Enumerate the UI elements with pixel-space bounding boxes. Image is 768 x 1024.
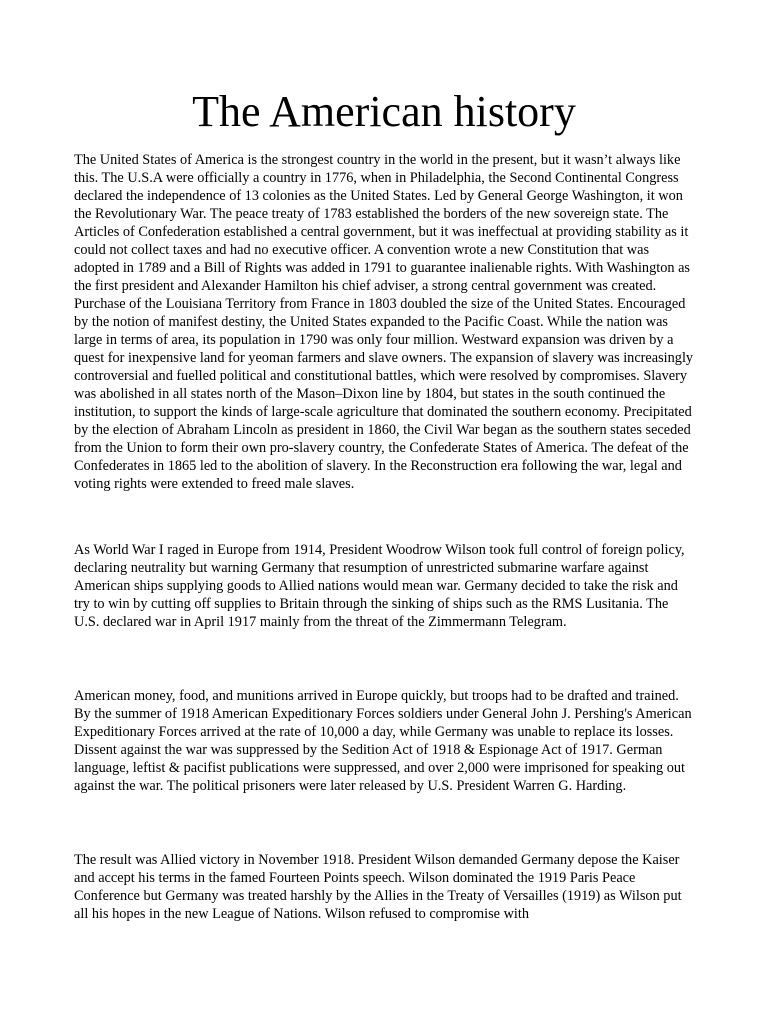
paragraph-allied-victory: The result was Allied victory in November 1918. President Wilson demanded Germany depose the Kaiser and accept his terms in the famed Fourteen Points speech. Wilson dominated the 1919 Paris Peace Conference but Germany was treated harshly by the Allies in the Treaty of Versailles (1919) as Wilson put all his hopes in the new League of Nations. Wilson refused to compromise with	[74, 852, 682, 922]
page-title: The American history	[192, 87, 576, 136]
paragraph-world-war-one: As World War I raged in Europe from 1914, President Woodrow Wilson took full control of foreign policy, declaring neutrality but warning Germany that resumption of unrestricted submarine warfare against American ships supplying goods to Allied nations would mean war. Germany decided to take the risk and try to win by cutting off supplies to Britain through the sinking of ships such as the RMS Lusitania. The U.S. declared war in April 1917 mainly from the threat of the Zimmermann Telegram.	[74, 542, 685, 630]
paragraph-american-expeditionary-forces: American money, food, and munitions arrived in Europe quickly, but troops had to be drafted and trained. By the summer of 1918 American Expeditionary Forces soldiers under General John J. Pershing's American Expeditionary Forces arrived at the rate of 10,000 a day, while Germany was unable to replace its losses. Dissent against the war was suppressed by the Sedition Act of 1918 & Espionage Act of 1917. German language, leftist & pacifist publications were suppressed, and over 2,000 were imprisoned for speaking out against the war. The political prisoners were later released by U.S. President Warren G. Harding.	[74, 688, 692, 794]
paragraph-colonial-history: The United States of America is the strongest country in the world in the present, but it wasn’t always like this. The U.S.A were officially a country in 1776, when in Philadelphia, the Second Continental Congress declared the independence of 13 colonies as the United States. Led by General George Washington, it won the Revolutionary War. The peace treaty of 1783 established the borders of the new sovereign state. The Articles of Confederation established a central government, but it was ineffectual at providing stability as it could not collect taxes and had no executive officer. A convention wrote a new Constitution that was adopted in 1789 and a Bill of Rights was added in 1791 to guarantee inalienable rights. With Washington as the first president and Alexander Hamilton his chief adviser, a strong central government was created. Purchase of the Louisiana Territory from France in 1803 doubled the size of the United States. Encouraged by the notion of manifest destiny, the United States expanded to the Pacific Coast. While the nation was large in terms of area, its population in 1790 was only four million. Westward expansion was driven by a quest for inexpensive land for yeoman farmers and slave owners. The expansion of slavery was increasingly controversial and fuelled political and constitutional battles, which were resolved by compromises. Slavery was abolished in all states north of the Mason–Dixon line by 1804, but states in the south continued the institution, to support the kinds of large-scale agriculture that dominated the southern economy. Precipitated by the election of Abraham Lincoln as president in 1860, the Civil War began as the southern states seceded from the Union to form their own pro-slavery country, the Confederate States of America. The defeat of the Confederates in 1865 led to the abolition of slavery. In the Reconstruction era following the war, legal and voting rights were extended to freed male slaves.	[74, 152, 694, 492]
